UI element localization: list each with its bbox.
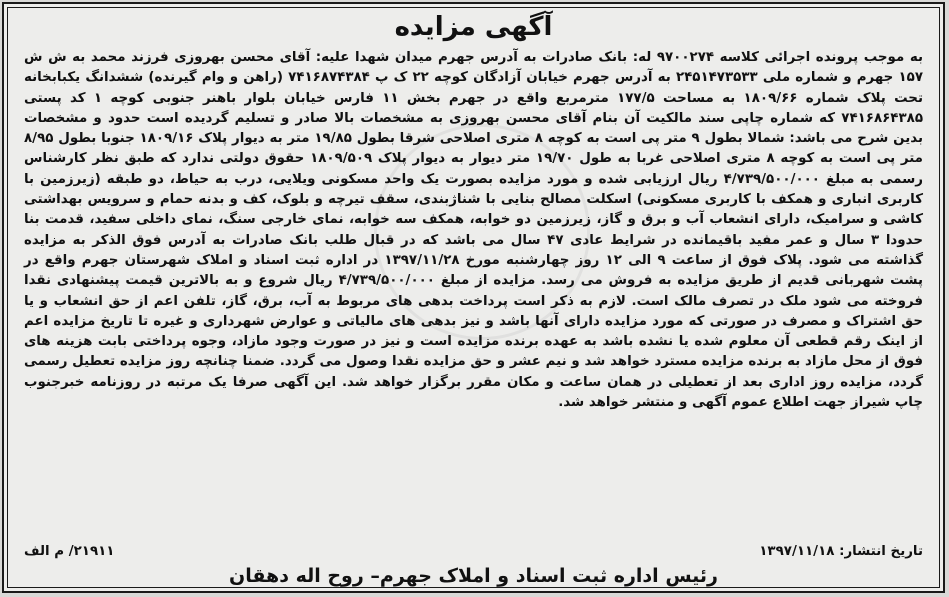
- publish-date: تاریخ انتشار: ۱۳۹۷/۱۱/۱۸: [759, 544, 923, 559]
- notice-title: آگهی مزایده: [394, 12, 553, 42]
- footer-row: [24, 544, 923, 559]
- notice-paper: [2, 2, 945, 593]
- signature-line: رئیس اداره ثبت اسناد و املاک جهرم– روح اله دهقان: [229, 565, 718, 587]
- reference-number: ۲۱۹۱۱/ م الف: [24, 544, 115, 559]
- notice-body: به موجب پرونده اجرائی کلاسه ۹۷۰۰۲۷۴ له: بانک صادرات به آدرس جهرم میدان شهدا علیه: آقای محسن بهروزی فرزند محمد به ش ش ۱۵۷ جهرم و شماره ملی ۲۴۵۱۴۷۳۵۳۳ به آدرس جهرم خیابان آزادگان کوچه ۲۲ ک پ ۷۴۱۶۸۷۴۳۸۴ (راهن و وام گیرنده) ششدانگ یکبابخانه تحت پلاک شماره ۱۸۰۹/۶۶ به مساحت ۱۷۷/۵ مترمربع واقع در جهرم بخش ۱۱ فارس خیابان بلوار باهنر جنوبی کوچه ۱ کد پستی ۷۴۱۶۸۶۴۳۸۵ که شماره چاپی سند مالکیت آن بنام آقای محسن بهروزی به مشخصات بالا صادر و تسلیم گردیده است حدود و مشخصات بدین شرح می باشد: شمالا بطول ۹ متر پی است به کوچه ۸ متری اصلاحی شرقا بطول ۱۹/۸۵ متر به دیوار پلاک ۱۸۰۹/۱۶ جنوبا بطول ۸/۹۵ متر پی است به کوچه ۸ متری اصلاحی غربا به طول ۱۹/۷۰ متر دیوار به دیوار پلاک ۱۸۰۹/۵۰۹ حقوق دولتی ندارد که طبق نظر کارشناس رسمی به مبلغ ۴/۷۳۹/۵۰۰/۰۰۰ ریال ارزیابی شده و مورد مزایده بصورت یک واحد مسکونی ویلایی، درب به حیاط، دو طبقه (زیرزمین با کاربری انباری و همکف با کاربری مسکونی) اسکلت مصالح بنایی با شناژبندی، سقف تیرچه و بلوک، کف و بدنه حمام و سرویس بهداشتی کاشی و سرامیک، دارای انشعاب آب و برق و گاز، زیرزمین دو خوابه، همکف سه خوابه، نمای خارجی سنگ، نمای داخلی سفید، قدمت بنا حدودا ۳ سال و عمر مفید باقیمانده در شرایط عادی ۴۷ سال می باشد که در قبال طلب بانک صادرات به آدرس فوق الذکر به مزایده گذاشته می شود. پلاک فوق از ساعت ۹ الی ۱۲ روز چهارشنبه مورخ ۱۳۹۷/۱۱/۲۸ در اداره ثبت اسناد و املاک شهرستان جهرم واقع در پشت شهربانی قدیم از طریق مزایده به فروش می رسد. مزایده از مبلغ ۴/۷۳۹/۵۰۰/۰۰۰ ریال شروع و به بالاترین قیمت پیشنهادی نقدا فروخته می شود ملک در تصرف مالک است. لازم به ذکر است پرداخت بدهی های مربوط به آب، برق، گاز، تلفن اعم از حق انشعاب و یا حق اشتراک و مصرف در صورتی که مورد مزایده دارای آنها باشد و نیز بدهی های مالیاتی و عوارض شهرداری و غیره تا تاریخ مزایده اعم از اینک رقم قطعی آن معلوم شده یا نشده باشد به عهده برنده مزایده است و نیز در صورت وجود مازاد، وجوه پرداختی بابت هزینه های فوق از محل مازاد به برنده مزایده مسترد خواهد شد و نیم عشر و حق مزایده نقدا وصول می گردد. ضمنا چنانچه روز مزایده تعطیل رسمی گردد، مزایده روز اداری بعد از تعطیلی در همان ساعت و مکان مقرر برگزار خواهد شد. این آگهی صرفا یک مرتبه در روزنامه خبرجنوب چاپ شیراز جهت اطلاع عموم آگهی و منتشر خواهد شد.: [24, 50, 924, 411]
